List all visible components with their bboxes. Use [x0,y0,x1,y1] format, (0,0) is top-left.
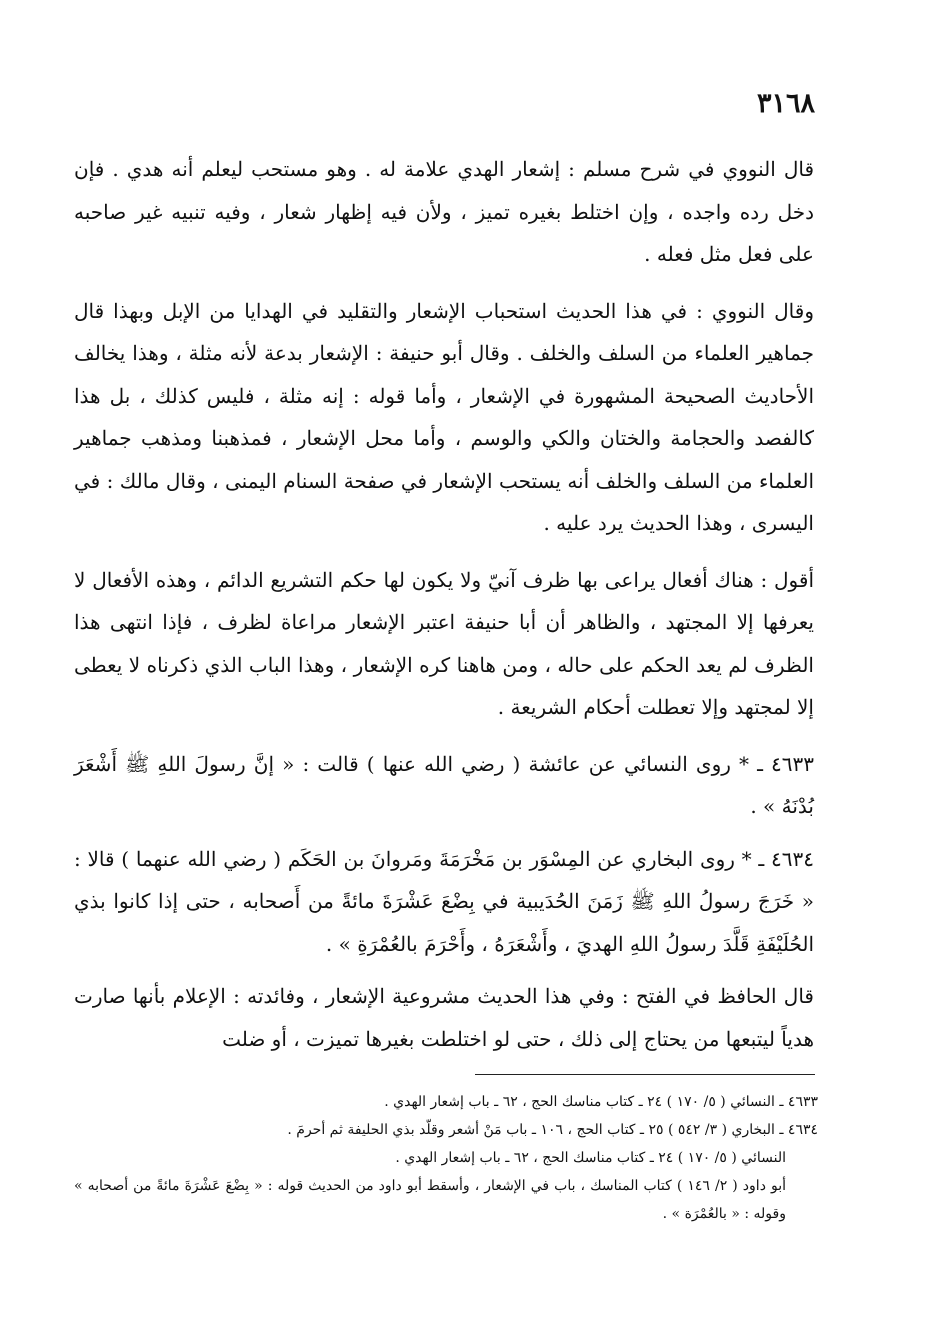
footnote-4634-nasai: النسائي ( ٥/ ١٧٠ ) ٢٤ ـ كتاب مناسك الحج ، ٦٢ ـ باب إشعار الهدي . [395,1150,786,1166]
paragraph-nawawi-ishaar: وقال النووي : في هذا الحديث استحباب الإشعار والتقليد في الهدايا من الإبل وبهذا قال جماهير العلماء من السلف والخلف . وقال أبو حنيفة : الإشعار بدعة لأنه مثلة ، وهذا يخالف الأحاديث الصحيحة المشهورة في الإشعار ، وأما قوله : إنه مثلة ، فليس كذلك ، بل هذا كالفصد والحجامة والختان والكي والوسم ، وأما محل الإشعار ، فمذهبنا ومذهب جماهير العلماء من السلف والخلف أنه يستحب الإشعار في صفحة السنام اليمنى ، وقال مالك : في اليسرى ، وهذا الحديث يرد عليه . [74,298,814,535]
hadith-4633: ٤٦٣٣ ـ * روى النسائي عن عائشة ( رضي الله عنها ) قالت : « إنَّ رسولَ اللهِ ﷺ أَشْعَرَ بُدْنَهُ » . [74,751,814,818]
footnote-divider [475,1074,815,1075]
footnote-4634-bukhari: ٤٦٣٤ ـ البخاري ( ٣/ ٥٤٢ ) ٢٥ ـ كتاب الحج ، ١٠٦ ـ باب مَنْ أشعر وقلّد بذي الحليفة ثم أحرمَ . [287,1122,818,1138]
footnote-4634-abu-dawud: أبو داود ( ٢/ ١٤٦ ) كتاب المناسك ، باب في الإشعار ، وأسقط أبو داود من الحديث قوله : « بِضْعَ عَشْرَةَ مائةً من أصحابه » وقوله : « بالعُمْرَة » . [74,1178,786,1222]
hadith-4634: ٤٦٣٤ ـ * روى البخاري عن المِسْوَر بن مَخْرَمَةَ ومَروانَ بن الحَكَم ( رضي الله عنهما ) قالا : « خَرَجَ رسولُ اللهِ ﷺ زَمَنَ الحُدَيبية في بِضْعَ عَشْرَةَ مائةً من أَصحابه ، حتى إذا كانوا بذي الحُلَيْفَةِ قَلَّدَ رسولُ اللهِ الهديَ ، وأَشْعَرَهُ ، وأَحْرَمَ بالعُمْرَةِ » . [74,846,814,956]
footnotes [74,1088,818,1228]
paragraph-author-comment: أقول : هناك أفعال يراعى بها ظرف آنيّ ولا يكون لها حكم التشريع الدائم ، وهذه الأفعال لا يعرفها إلا المجتهد ، والظاهر أن أبا حنيفة اعتبر الإشعار مراعاة لظرف ، فإذا انتهى هذا الظرف لم يعد الحكم على حاله ، ومن هاهنا كره الإشعار ، وهذا الباب الذي ذكرناه لا يعطى إلا لمجتهد وإلا تعطلت أحكام الشريعة . [74,567,814,719]
paragraph-hafiz-fath: قال الحافظ في الفتح : وفي هذا الحديث مشروعية الإشعار ، وفائدته : الإعلام بأنها صارت هدياً ليتبعها من يحتاج إلى ذلك ، حتى لو اختلطت بغيرها تميزت ، أو ضلت [74,984,814,1051]
main-text [74,148,814,1074]
footnote-4633: ٤٦٣٣ ـ النسائي ( ٥/ ١٧٠ ) ٢٤ ـ كتاب مناسك الحج ، ٦٢ ـ باب إشعار الهدي . [384,1094,818,1110]
page-number: ٣١٦٨ [756,88,815,119]
paragraph-nawawi-muslim: قال النووي في شرح مسلم : إشعار الهدي علامة له . وهو مستحب ليعلم أنه هدي . فإن دخل رده واجده ، وإن اختلط بغيره تميز ، ولأن فيه إظهار شعار ، وفيه تنبيه غير صاحبه على فعل مثل فعله . [74,157,814,266]
